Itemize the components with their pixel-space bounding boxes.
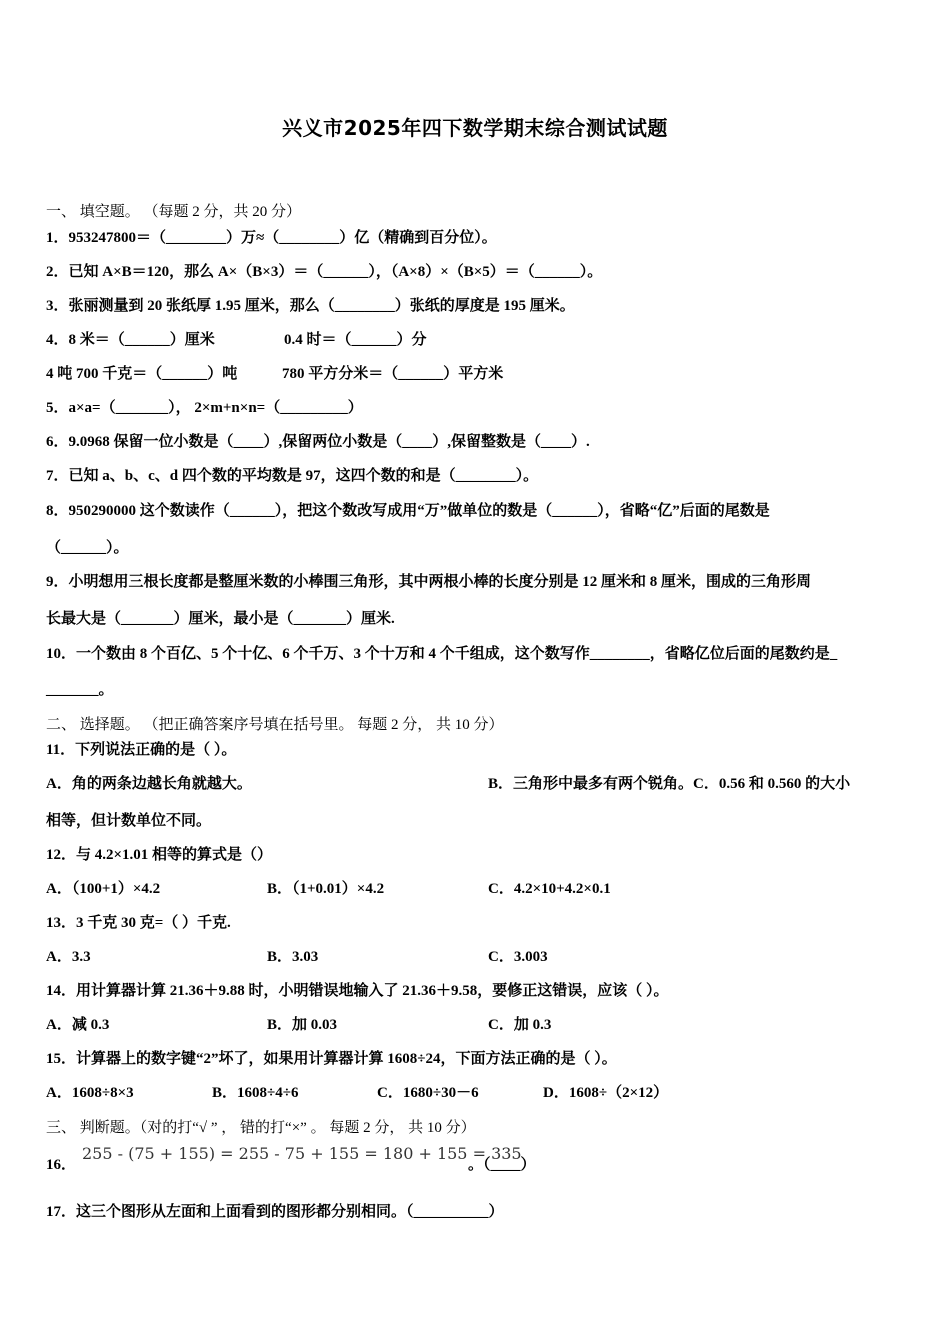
question-3: 3．张丽测量到 20 张纸厚 1.95 厘米，那么（________）张纸的厚度是 195 厘米。 (46, 298, 575, 314)
question-12-option-c: C．4.2×10+4.2×0.1 (488, 881, 611, 897)
question-13-option-a: A．3.3 (46, 949, 91, 965)
question-6: 6．9.0968 保留一位小数是（____）,保留两位小数是（____）,保留整数是（____）. (46, 434, 590, 450)
question-15-option-b: B．1608÷4÷6 (212, 1085, 299, 1101)
question-15-option-c: C．1680÷30－6 (377, 1085, 479, 1101)
question-13-option-b: B．3.03 (267, 949, 319, 965)
question-16-answer: 。（____） (468, 1157, 536, 1173)
question-14-option-b: B．加 0.03 (267, 1017, 338, 1033)
question-15-option-a: A．1608÷8×3 (46, 1085, 134, 1101)
question-11-option-a: A．角的两条边越长角就越大。 (46, 776, 252, 792)
question-10-line1: 10．一个数由 8 个百亿、5 个十亿、6 个千万、3 个十万和 4 个千组成，这个数写作________，省略亿位后面的尾数约是_ (46, 646, 838, 662)
question-14-option-a: A．减 0.3 (46, 1017, 110, 1033)
question-14: 14．用计算器计算 21.36＋9.88 时，小明错误地输入了 21.36＋9.58，要修正这错误，应该（ ）。 (46, 983, 669, 999)
question-4b: 0.4 时＝（______）分 (284, 332, 427, 348)
question-1: 1．953247800＝（________）万≈（________）亿（精确到百分位）。 (46, 230, 497, 246)
question-17: 17．这三个图形从左面和上面看到的图形都分别相同。（__________） (46, 1204, 504, 1220)
question-10-line2: _______。 (46, 682, 114, 698)
question-15-option-d: D．1608÷（2×12） (543, 1085, 669, 1101)
question-9-line1: 9．小明想用三根长度都是整厘米数的小棒围三角形，其中两根小棒的长度分别是 12 厘米和 8 厘米，围成的三角形周 (46, 574, 812, 590)
question-8-line2: （______）。 (46, 540, 129, 556)
section3-header: 三、 判断题。（对的打“√ ” ， 错的打“×” 。 每题 2 分， 共 10 分） (46, 1120, 476, 1136)
page-title: 兴义市2025年四下数学期末综合测试试题 (282, 116, 668, 140)
question-12-option-a: A．（100+1）×4.2 (46, 881, 161, 897)
question-7: 7．已知 a、b、c、d 四个数的平均数是 97，这四个数的和是（________）。 (46, 468, 539, 484)
question-13-option-c: C．3.003 (488, 949, 548, 965)
question-12: 12．与 4.2×1.01 相等的算式是（） (46, 847, 273, 863)
question-4a: 4．8 米＝（______）厘米 (46, 332, 215, 348)
question-9-line2: 长最大是（_______）厘米，最小是（_______）厘米. (46, 611, 395, 627)
question-2: 2．已知 A×B＝120，那么 A×（B×3）＝（______），（A×8）×（B×5）＝（______）。 (46, 264, 603, 280)
question-16-expression: 255 - (75 + 155) = 255 - 75 + 155 = 180 + 155 = 335 (82, 1144, 522, 1163)
question-11-option-c: 相等，但计数单位不同。 (46, 813, 212, 829)
question-16-number: 16． (46, 1157, 77, 1173)
question-4d: 780 平方分米＝（______）平方米 (282, 366, 504, 382)
section2-header: 二、 选择题。 （把正确答案序号填在括号里。 每题 2 分， 共 10 分） (46, 717, 504, 733)
question-4c: 4 吨 700 千克＝（______）吨 (46, 366, 238, 382)
question-15: 15．计算器上的数字键“2”坏了，如果用计算器计算 1608÷24，下面方法正确的是（ ）。 (46, 1051, 617, 1067)
question-5: 5．a×a=（_______）， 2×m+n×n=（_________） (46, 400, 363, 416)
question-14-option-c: C．加 0.3 (488, 1017, 552, 1033)
question-13: 13．3 千克 30 克=（ ）千克. (46, 915, 231, 931)
question-8-line1: 8．950290000 这个数读作（______），把这个数改写成用“万”做单位的数是（______），省略“亿”后面的尾数是 (46, 503, 770, 519)
question-11-option-b: B．三角形中最多有两个锐角。C．0.56 和 0.560 的大小 (488, 776, 851, 792)
section1-header: 一、 填空题。 （每题 2 分，共 20 分） (46, 204, 302, 220)
question-11: 11．下列说法正确的是（ ）。 (46, 742, 237, 758)
question-12-option-b: B．（1+0.01）×4.2 (267, 881, 385, 897)
